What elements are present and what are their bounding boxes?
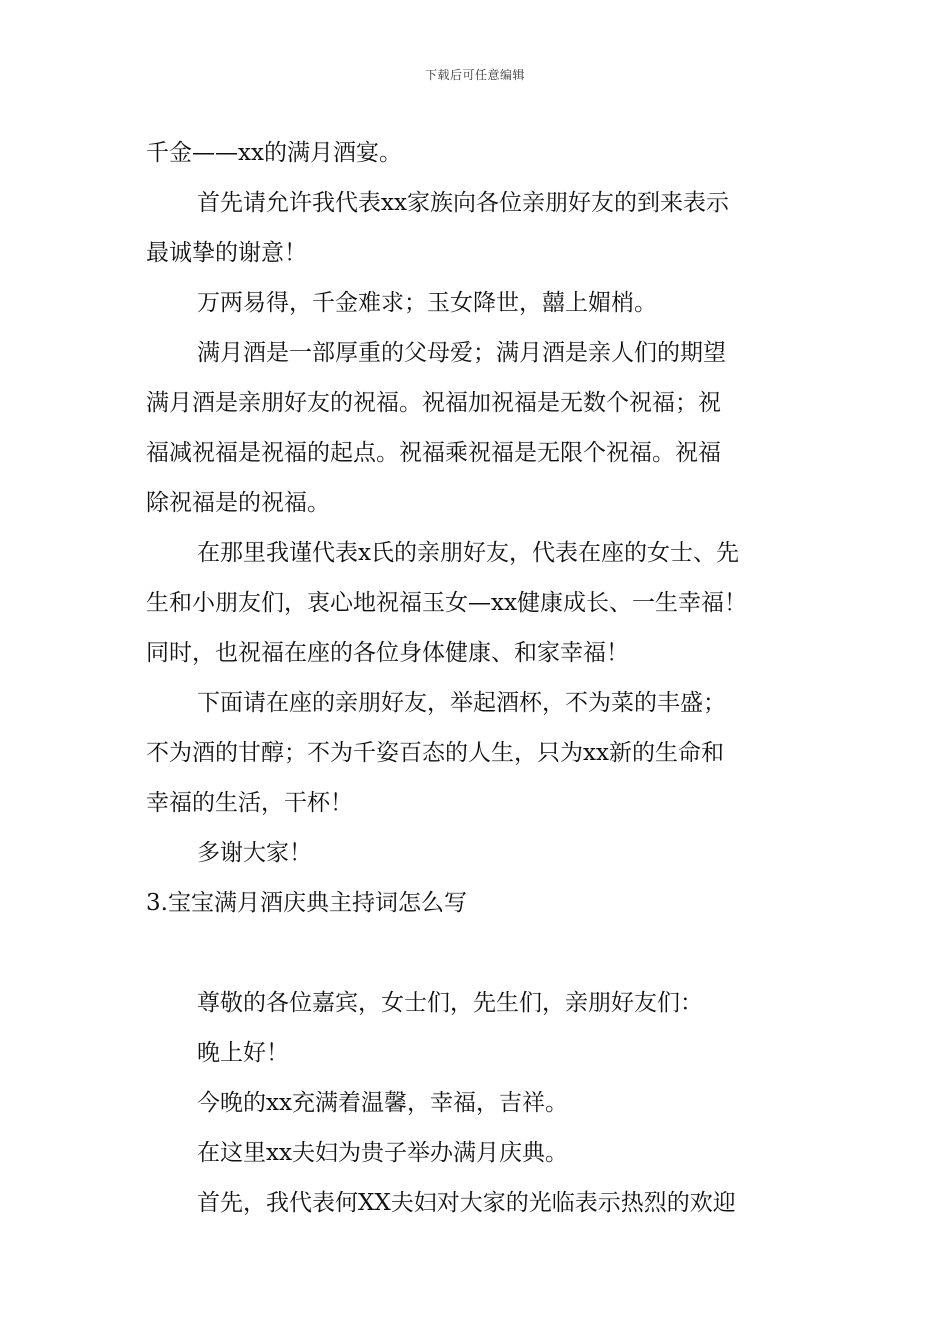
paragraph-line: 同时，也祝福在座的各位身体健康、和家幸福！ <box>146 640 629 666</box>
paragraph-line: 幸福的生活，干杯！ <box>146 790 353 816</box>
paragraph-line: 最诚挚的谢意！ <box>146 240 307 266</box>
paragraph-line: 满月酒是亲朋好友的祝福。祝福加祝福是无数个祝福；祝 <box>146 390 721 416</box>
paragraph-line: 满月酒是一部厚重的父母爱；满月酒是亲人们的期望 <box>197 340 726 366</box>
blank-line <box>146 928 818 978</box>
paragraph-line: 生和小朋友们，衷心地祝福玉女—xx健康成长、一生幸福！ <box>146 590 747 616</box>
document-body <box>146 128 818 1228</box>
paragraph-line: 千金——xx的满月酒宴。 <box>146 140 402 166</box>
page-header: 下载后可任意编辑 <box>424 68 525 82</box>
paragraph-line: 下面请在座的亲朋好友，举起酒杯，不为菜的丰盛； <box>197 690 726 716</box>
paragraph-line: 万两易得，千金难求；玉女降世，囍上媚梢。 <box>197 290 657 316</box>
paragraph-line: 在那里我谨代表x氏的亲朋好友，代表在座的女士、先 <box>197 540 739 566</box>
paragraph-line: 晚上好！ <box>197 1040 289 1066</box>
paragraph-line: 多谢大家！ <box>197 840 312 866</box>
paragraph-line: 首先，我代表何XX夫妇对大家的光临表示热烈的欢迎 <box>197 1190 736 1216</box>
paragraph-line: 除祝福是的祝福。 <box>146 490 330 516</box>
paragraph-line: 不为酒的甘醇；不为千姿百态的人生，只为xx新的生命和 <box>146 740 724 766</box>
paragraph-line: 尊敬的各位嘉宾，女士们，先生们，亲朋好友们： <box>197 990 703 1016</box>
paragraph-line: 首先请允许我代表xx家族向各位亲朋好友的到来表示 <box>197 190 729 216</box>
paragraph-line: 今晚的xx充满着温馨，幸福，吉祥。 <box>197 1090 568 1116</box>
section-heading: 3.宝宝满月酒庆典主持词怎么写 <box>146 890 467 916</box>
paragraph-line: 福减祝福是祝福的起点。祝福乘祝福是无限个祝福。祝福 <box>146 440 721 466</box>
paragraph-line: 在这里xx夫妇为贵子举办满月庆典。 <box>197 1140 568 1166</box>
